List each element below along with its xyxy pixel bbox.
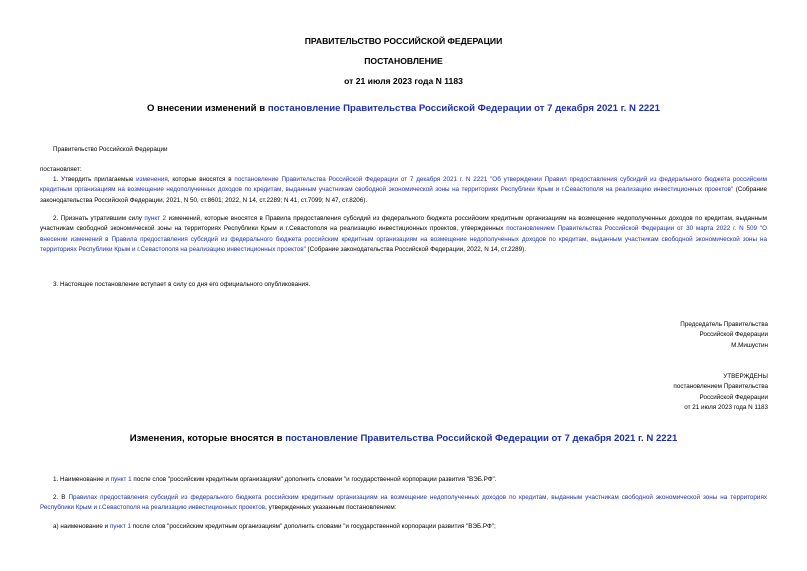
paragraph-3: 3. Настоящее постановление вступает в силу со дня его официального опубликования. xyxy=(53,281,311,288)
signature-position: Председатель Правительства xyxy=(680,321,768,328)
header-date: от 21 июля 2023 года N 1183 xyxy=(344,76,463,86)
signature-name: М.Мишустин xyxy=(731,341,768,349)
changes-title xyxy=(0,433,807,444)
paragraph-1: 1. Утвердить прилагаемые изменения, которые вносятся в постановление Правительства Российской Федерации от 7 декабря 2021 г. N 2221 "Об утверждении Правил предоставления субсидий из федерального бюджета российским кредитным организациям на возмещение недополученных доходов по кредитам, выданным участникам свободной экономической зоны на территориях Республики Крым и г.Севастополя на реализацию инвестиционных проектов" (Собрание законодательства Российской Федерации, 2021, N 50, ст.8601; 2022, N 14, ст.2289; N 41, ст.7099; N 47, ст.8206). xyxy=(40,176,767,204)
link-resolution-509[interactable]: постановлением Правительства Российской Федерации от 30 марта 2022 г. N 509 "О внесении изменений в Правила предоставления субсидий из федерального бюджета российским кредитным организациям на возмещение недополученных доходов по кредитам, выданным участникам свободной экономической зоны на территориях Республики Крым и г.Севастополя на реализацию инвестиционных проектов" xyxy=(40,225,768,254)
changes-title-prefix: Изменения, которые вносятся в xyxy=(129,433,286,444)
approved-by: постановлением Правительства xyxy=(673,383,768,391)
change-3: а) наименование и пункт 1 после слов "российским кредитным организациям" дополнить словами "и государственной корпорации развития "ВЭБ.РФ"; xyxy=(53,523,496,530)
header-doc-type: ПОСТАНОВЛЕНИЕ xyxy=(364,56,443,66)
title-link[interactable]: постановление Правительства Российской Федерации от 7 декабря 2021 г. N 2221 xyxy=(267,103,660,114)
link-change3-point-1[interactable]: пункт 1 xyxy=(109,523,131,530)
decides: постановляет: xyxy=(40,166,82,173)
change-2: 2. В Правилах предоставления субсидий из федерального бюджета российским кредитным организациям на возмещение недополученных доходов по кредитам, выданным участникам свободной экономической зоны на территориях Республики Крым и г.Севастополя на реализацию инвестиционных проектов, утвержденных указанным постановлением: xyxy=(40,494,768,512)
link-resolution-2221[interactable]: постановление Правительства Российской Федерации от 7 декабря 2021 г. N 2221 "Об утверждении Правил предоставления субсидий из федерального бюджета российским кредитным организациям на возмещение недополученных доходов по кредитам, выданным участникам свободной экономической зоны на территориях Республики Крым и г.Севастополя на реализацию инвестиционных проектов" xyxy=(40,176,767,194)
title-prefix: О внесении изменений в xyxy=(147,103,268,114)
approved-date: от 21 июля 2023 года N 1183 xyxy=(684,404,768,412)
change-1: 1. Наименование и пункт 1 после слов "российским кредитным организациям" дополнить словами "и государственной корпорации развития "ВЭБ.РФ". xyxy=(53,476,497,483)
changes-title-link[interactable]: постановление Правительства Российской Федерации от 7 декабря 2021 г. N 2221 xyxy=(285,433,678,444)
link-rules[interactable]: Правилах предоставления субсидий из федерального бюджета российским кредитным организациям на возмещение недополученных доходов по кредитам, выданным участникам свободной экономической зоны на территориях Республики Крым и г.Севастополя на реализацию инвестиционных проектов xyxy=(40,494,768,512)
approved-label: УТВЕРЖДЕНЫ xyxy=(723,373,768,380)
signature-org: Российской Федерации xyxy=(699,331,768,339)
approved-block xyxy=(673,372,768,414)
issuer: Правительство Российской Федерации xyxy=(53,146,168,153)
link-point-2[interactable]: пункт 2 xyxy=(144,215,167,222)
header-org: ПРАВИТЕЛЬСТВО РОССИЙСКОЙ ФЕДЕРАЦИИ xyxy=(304,36,503,46)
link-changes[interactable]: изменения xyxy=(136,176,168,183)
signature-block xyxy=(680,320,768,351)
document-title xyxy=(0,103,807,114)
approved-org: Российской Федерации xyxy=(699,393,768,401)
link-change1-point-1[interactable]: пункт 1 xyxy=(110,476,132,483)
paragraph-2: 2. Признать утратившим силу пункт 2 изменений, которые вносятся в Правила предоставления субсидий из федерального бюджета российским кредитным организациям на возмещение недополученных доходов по кредитам, выданным участникам свободной экономической зоны на территориях Республики Крым и г.Севастополя на реализацию инвестиционных проектов, утвержденных постановлением Правительства Российской Федерации от 30 марта 2022 г. N 509 "О внесении изменений в Правила предоставления субсидий из федерального бюджета российским кредитным организациям на возмещение недополученных доходов по кредитам, выданным участникам свободной экономической зоны на территориях Республики Крым и г.Севастополя на реализацию инвестиционных проектов" (Собрание законодательства Российской Федерации, 2022, N 14, ст.2289). xyxy=(40,215,768,254)
